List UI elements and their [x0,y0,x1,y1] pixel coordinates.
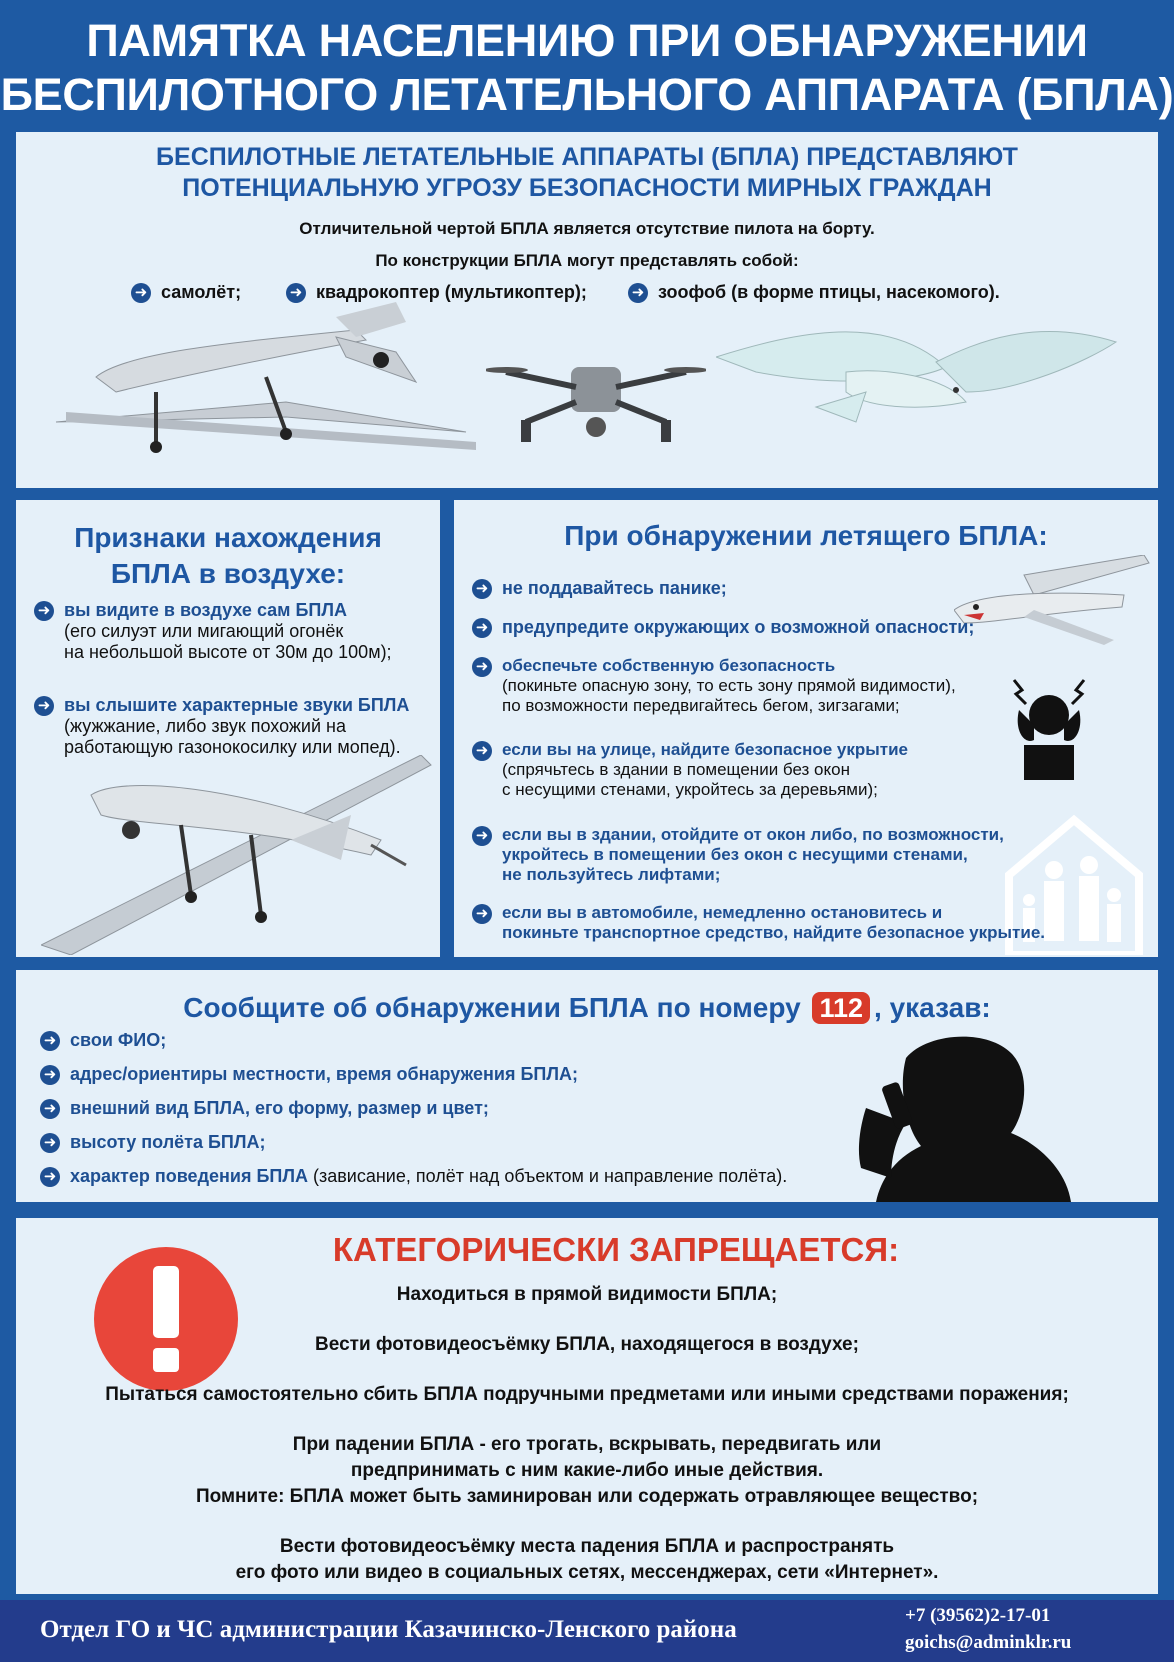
forbidden-item-line: Вести фотовидеосъёмку места падения БПЛА и распространять [279,1536,895,1557]
arrow-right-icon: ➜ [40,1099,60,1119]
flying-item-text: не пользуйтесь лифтами; [502,865,721,884]
forbidden-heading: КАТЕГОРИЧЕСКИ ЗАПРЕЩАЕТСЯ: [332,1231,900,1268]
stressed-person-icon [999,670,1099,780]
sign-item [34,695,434,758]
person-on-phone-icon [836,1028,1076,1202]
reaper-drone-image [41,755,436,955]
arrow-right-icon: ➜ [628,283,648,303]
arrow-right-icon: ➜ [472,579,492,599]
arrow-right-icon: ➜ [472,741,492,761]
flying-item-text: обеспечьте собственную безопасность [502,656,836,675]
intro-heading-line-1: БЕСПИЛОТНЫЕ ЛЕТАТЕЛЬНЫЕ АППАРАТЫ (БПЛА) ПРЕДСТАВЛЯЮТ [156,143,1018,171]
flying-item-text: если вы в здании, отойдите от окон либо, по возможности, [502,825,1004,844]
report-heading-text: Сообщите об обнаружении БПЛА по номеру [183,992,801,1023]
flying-item [472,656,956,716]
report-item-text: характер поведения БПЛА [70,1166,308,1186]
emergency-number-badge: 112 [812,992,870,1024]
intro-heading [16,142,1158,204]
report-heading [16,990,1158,1026]
report-item [40,1064,840,1098]
flying-item-detail: (спрячьтесь в здании в помещении без окон [502,760,850,779]
type-label: квадрокоптер (мультикоптер); [316,282,587,302]
flying-item-detail: (покиньте опасную зону, то есть зону прямой видимости), [502,676,956,695]
report-item [40,1098,840,1132]
forbidden-item-line: При падении БПЛА - его трогать, вскрывать, передвигать или [292,1434,882,1455]
forbidden-list [16,1282,1158,1586]
flying-item [472,740,908,800]
footer-email: goichs@adminklr.ru [905,1632,1072,1653]
arrow-right-icon: ➜ [131,283,151,303]
footer-phone: +7 (39562)2-17-01 [905,1605,1051,1626]
forbidden-item [16,1282,1158,1308]
flying-item [472,617,974,638]
flying-item-text: если вы на улице, найдите безопасное укрытие [502,740,909,759]
sign-item-detail: (его силуэт или мигающий огонёк [64,621,344,641]
signs-heading-line-1: Признаки нахождения [74,522,382,553]
arrow-right-icon: ➜ [40,1065,60,1085]
intro-panel [16,132,1158,488]
arrow-right-icon: ➜ [34,601,54,621]
forbidden-item [16,1534,1158,1586]
report-item-text: свои ФИО; [70,1030,167,1050]
arrow-right-icon: ➜ [286,283,306,303]
flying-item-text: укройтесь в помещении без окон с несущими стенами, [502,845,968,864]
report-item-text: высоту полёта БПЛА; [70,1132,266,1152]
flying-item [472,578,727,599]
report-item [40,1132,840,1166]
shark-drone-image [954,555,1154,645]
report-item-text: внешний вид БПЛА, его форму, размер и цвет; [70,1098,489,1118]
forbidden-item-line: Находиться в прямой видимости БПЛА; [396,1284,778,1305]
report-item [40,1166,840,1200]
forbidden-item-line: Вести фотовидеосъёмку БПЛА, находящегося в воздухе; [315,1334,859,1355]
arrow-right-icon: ➜ [472,657,492,677]
type-label: зоофоб (в форме птицы, насекомого). [658,282,1000,302]
flying-item-text: не поддавайтесь панике; [502,578,727,598]
sign-item [34,600,434,663]
sign-item-title: вы видите в воздухе сам БПЛА [64,600,347,620]
flying-item-text: покиньте транспортное средство, найдите безопасное укрытие. [502,923,1046,942]
report-item [40,1030,840,1064]
airplane-drone-image [36,282,496,482]
signs-heading [16,520,440,592]
forbidden-item [16,1382,1158,1408]
sign-item-detail: работающую газонокосилку или мопед). [64,737,401,757]
forbidden-item [16,1332,1158,1358]
signs-heading-line-2: БПЛА в воздухе: [110,558,346,589]
arrow-right-icon: ➜ [40,1133,60,1153]
page-title [0,0,1174,130]
flying-panel [454,500,1158,957]
sign-item-title: вы слышите характерные звуки БПЛА [64,695,410,715]
report-item-detail: (зависание, полёт над объектом и направление полёта). [307,1166,788,1186]
flying-item-text: предупредите окружающих о возможной опасности; [502,617,975,637]
forbidden-item-line: его фото или видео в социальных сетях, мессенджерах, сети «Интернет». [235,1562,939,1583]
report-panel [16,970,1158,1202]
forbidden-item-line: Помните: БПЛА может быть заминирован или содержать отравляющее вещество; [195,1486,979,1507]
footer-org: Отдел ГО и ЧС администрации Казачинско-Ленского района [40,1616,737,1643]
type-zoofob [628,282,1000,303]
signs-panel [16,500,440,957]
bird-drone-image [716,312,1126,462]
arrow-right-icon: ➜ [40,1167,60,1187]
forbidden-item-line: Пытаться самостоятельно сбить БПЛА подручными предметами или иными средствами поражения; [105,1384,1069,1405]
quadcopter-image [486,342,706,462]
sign-item-detail: (жужжание, либо звук похожий на [64,716,346,736]
flying-item-detail: с несущими стенами, укройтесь за деревьями); [502,780,878,799]
report-heading-suffix: , указав: [874,992,991,1023]
report-item-text: адрес/ориентиры местности, время обнаружения БПЛА; [70,1064,578,1084]
title-line-2: БЕСПИЛОТНОГО ЛЕТАТЕЛЬНОГО АППАРАТА (БПЛА) [0,69,1174,120]
footer [0,1600,1174,1662]
title-line-1: ПАМЯТКА НАСЕЛЕНИЮ ПРИ ОБНАРУЖЕНИИ [86,15,1088,66]
intro-text-1: Отличительной чертой БПЛА является отсутствие пилота на борту. [299,219,875,238]
type-label: самолёт; [161,282,242,302]
flying-item [472,903,1045,943]
forbidden-item [16,1432,1158,1510]
arrow-right-icon: ➜ [472,618,492,638]
intro-heading-line-2: ПОТЕНЦИАЛЬНУЮ УГРОЗУ БЕЗОПАСНОСТИ МИРНЫХ ГРАЖДАН [182,174,992,202]
flying-item-detail: по возможности передвигайтесь бегом, зигзагами; [502,696,900,715]
forbidden-panel [16,1218,1158,1594]
intro-text-2: По конструкции БПЛА могут представлять собой: [375,251,799,270]
forbidden-item-line: предпринимать с ним какие-либо иные действия. [350,1460,824,1481]
arrow-right-icon: ➜ [472,904,492,924]
arrow-right-icon: ➜ [34,696,54,716]
arrow-right-icon: ➜ [40,1031,60,1051]
sign-item-detail: на небольшой высоте от 30м до 100м); [64,642,392,662]
flying-item-text: если вы в автомобиле, немедленно остановитесь и [502,903,943,922]
arrow-right-icon: ➜ [472,826,492,846]
flying-item [472,825,1004,885]
flying-heading: При обнаружении летящего БПЛА: [564,520,1048,551]
report-list [40,1030,840,1200]
